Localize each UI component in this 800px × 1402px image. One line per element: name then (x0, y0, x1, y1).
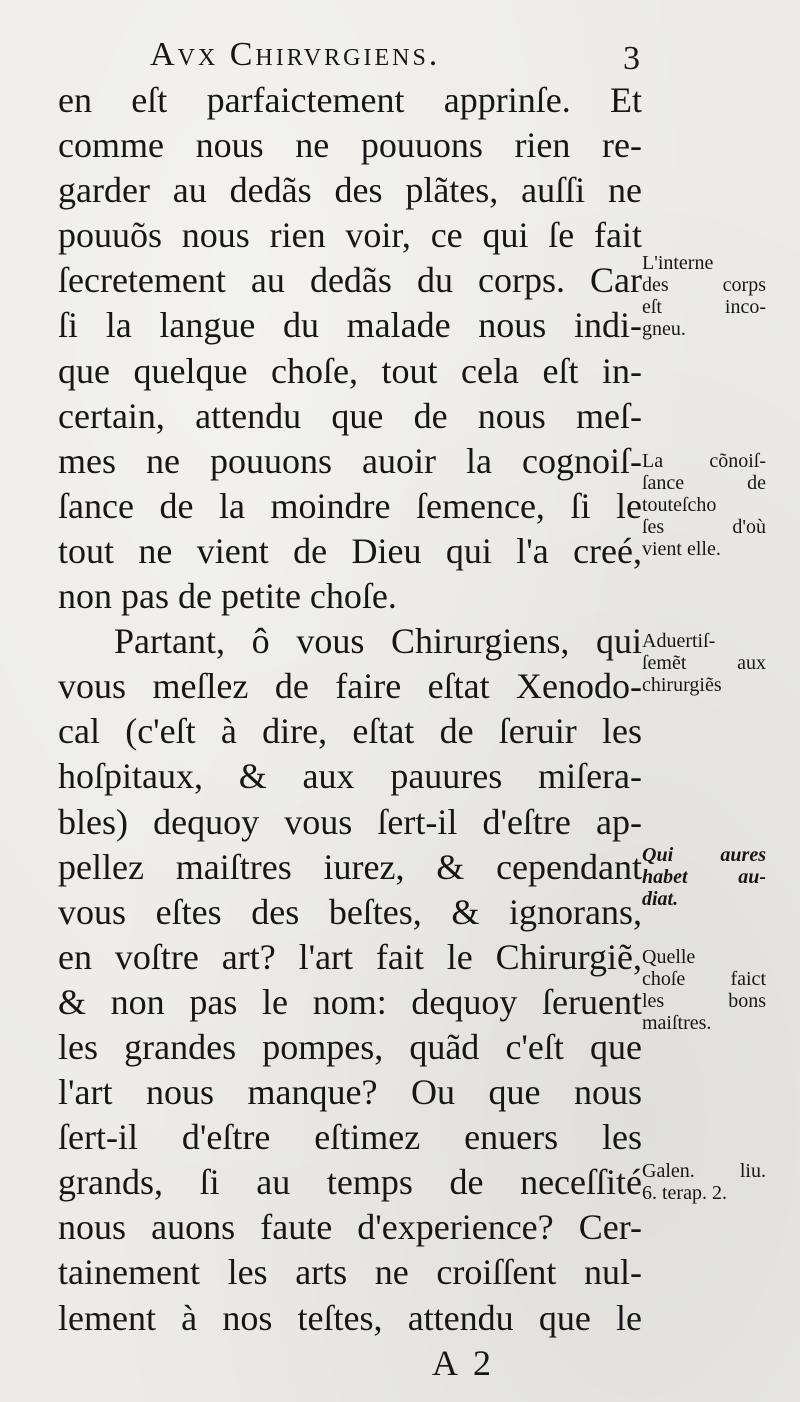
body-text (58, 78, 642, 1341)
text-line: en voſtre art? l'art fait le Chirurgiẽ, (58, 936, 642, 977)
running-title: Avx Chirvrgiens. (150, 36, 441, 73)
margin-note-line: maiſtres. (642, 1012, 712, 1034)
margin-note-line: vient elle. (642, 538, 721, 560)
text-line: garder au dedãs des plãtes, auſſi ne (58, 170, 642, 211)
margin-note-aduertissement (642, 630, 766, 696)
text-line: ſecretement au dedãs du corps. Car (58, 260, 642, 301)
text-line: ſert-il d'eſtre eſtimez enuers les (58, 1117, 642, 1158)
text-line: ſi la langue du malade nous indi- (58, 305, 642, 346)
margin-note-line: Quelle (642, 946, 696, 968)
text-line: les grandes pompes, quãd c'eſt que (58, 1026, 642, 1067)
margin-note-line: L'interne (642, 252, 714, 274)
margin-note-quelle-chose (642, 946, 766, 1034)
margin-note-line: 6. terap. 2. (642, 1182, 727, 1204)
text-line: vous eſtes des beſtes, & ignorans, (58, 891, 642, 932)
margin-note-line: ſemẽt aux (642, 652, 766, 674)
margin-note-line: Qui aures (642, 844, 766, 866)
margin-note-line: ſance de (642, 472, 766, 494)
text-line: cal (c'eſt à dire, eſtat de ſeruir les (58, 711, 642, 752)
text-line: grands, ſi au temps de neceſſité (58, 1162, 642, 1203)
text-line: en eſt parfaictement apprinſe. Et (58, 80, 642, 120)
margin-note-line: ſes d'où (642, 516, 766, 538)
margin-note-galen (642, 1160, 766, 1204)
margin-note-line: Aduertiſ- (642, 630, 716, 652)
margin-note-line: gneu. (642, 318, 686, 340)
page-number: 3 (623, 40, 640, 77)
margin-note-qui-aures (642, 844, 766, 910)
margin-note-line: chirurgiẽs (642, 674, 722, 696)
margin-note-line: diat. (642, 888, 679, 910)
margin-note-line: choſe faict (642, 968, 766, 990)
margin-note-connoissance (642, 450, 766, 560)
text-line: hoſpitaux, & aux pauures miſera- (58, 756, 642, 797)
margin-note-line: eſt inco- (642, 296, 766, 318)
text-line: tout ne vient de Dieu qui l'a creé, (58, 530, 642, 571)
margin-note-line: habet au- (642, 866, 766, 888)
text-line: comme nous ne pouuons rien re- (58, 125, 642, 166)
margin-note-line: les bons (642, 990, 766, 1012)
text-line: bles) dequoy vous ſert-il d'eſtre ap- (58, 801, 642, 842)
text-line: non pas de petite choſe. (58, 576, 397, 617)
text-line: pouuõs nous rien voir, ce qui ſe fait (58, 215, 642, 256)
text-line: mes ne pouuons auoir la cognoiſ- (58, 440, 642, 481)
margin-note-line: La cõnoiſ- (642, 450, 766, 472)
text-line: vous meſlez de faire eſtat Xenodo- (58, 666, 642, 707)
text-line: certain, attendu que de nous meſ- (58, 395, 642, 436)
margin-note-interne (642, 252, 766, 340)
text-line: pellez maiſtres iurez, & cependant (58, 846, 642, 887)
text-line: l'art nous manque? Ou que nous (58, 1072, 642, 1113)
signature-mark: A 2 (432, 1343, 496, 1383)
text-line: ſance de la moindre ſemence, ſi le (58, 485, 642, 526)
text-line: lement à nos teſtes, attendu que le (58, 1297, 642, 1338)
margin-note-line: touteſcho (642, 494, 717, 516)
paragraph-start-line: Partant, ô vous Chirurgiens, qui (114, 621, 642, 662)
text-line: nous auons faute d'experience? Cer- (58, 1207, 642, 1248)
text-line: tainement les arts ne croiſſent nul- (58, 1252, 642, 1293)
margin-note-line: Galen. liu. (642, 1160, 766, 1182)
text-line: & non pas le nom: dequoy ſeruent (58, 981, 642, 1022)
margin-note-line: des corps (642, 274, 766, 296)
text-line: que quelque choſe, tout cela eſt in- (58, 350, 642, 391)
